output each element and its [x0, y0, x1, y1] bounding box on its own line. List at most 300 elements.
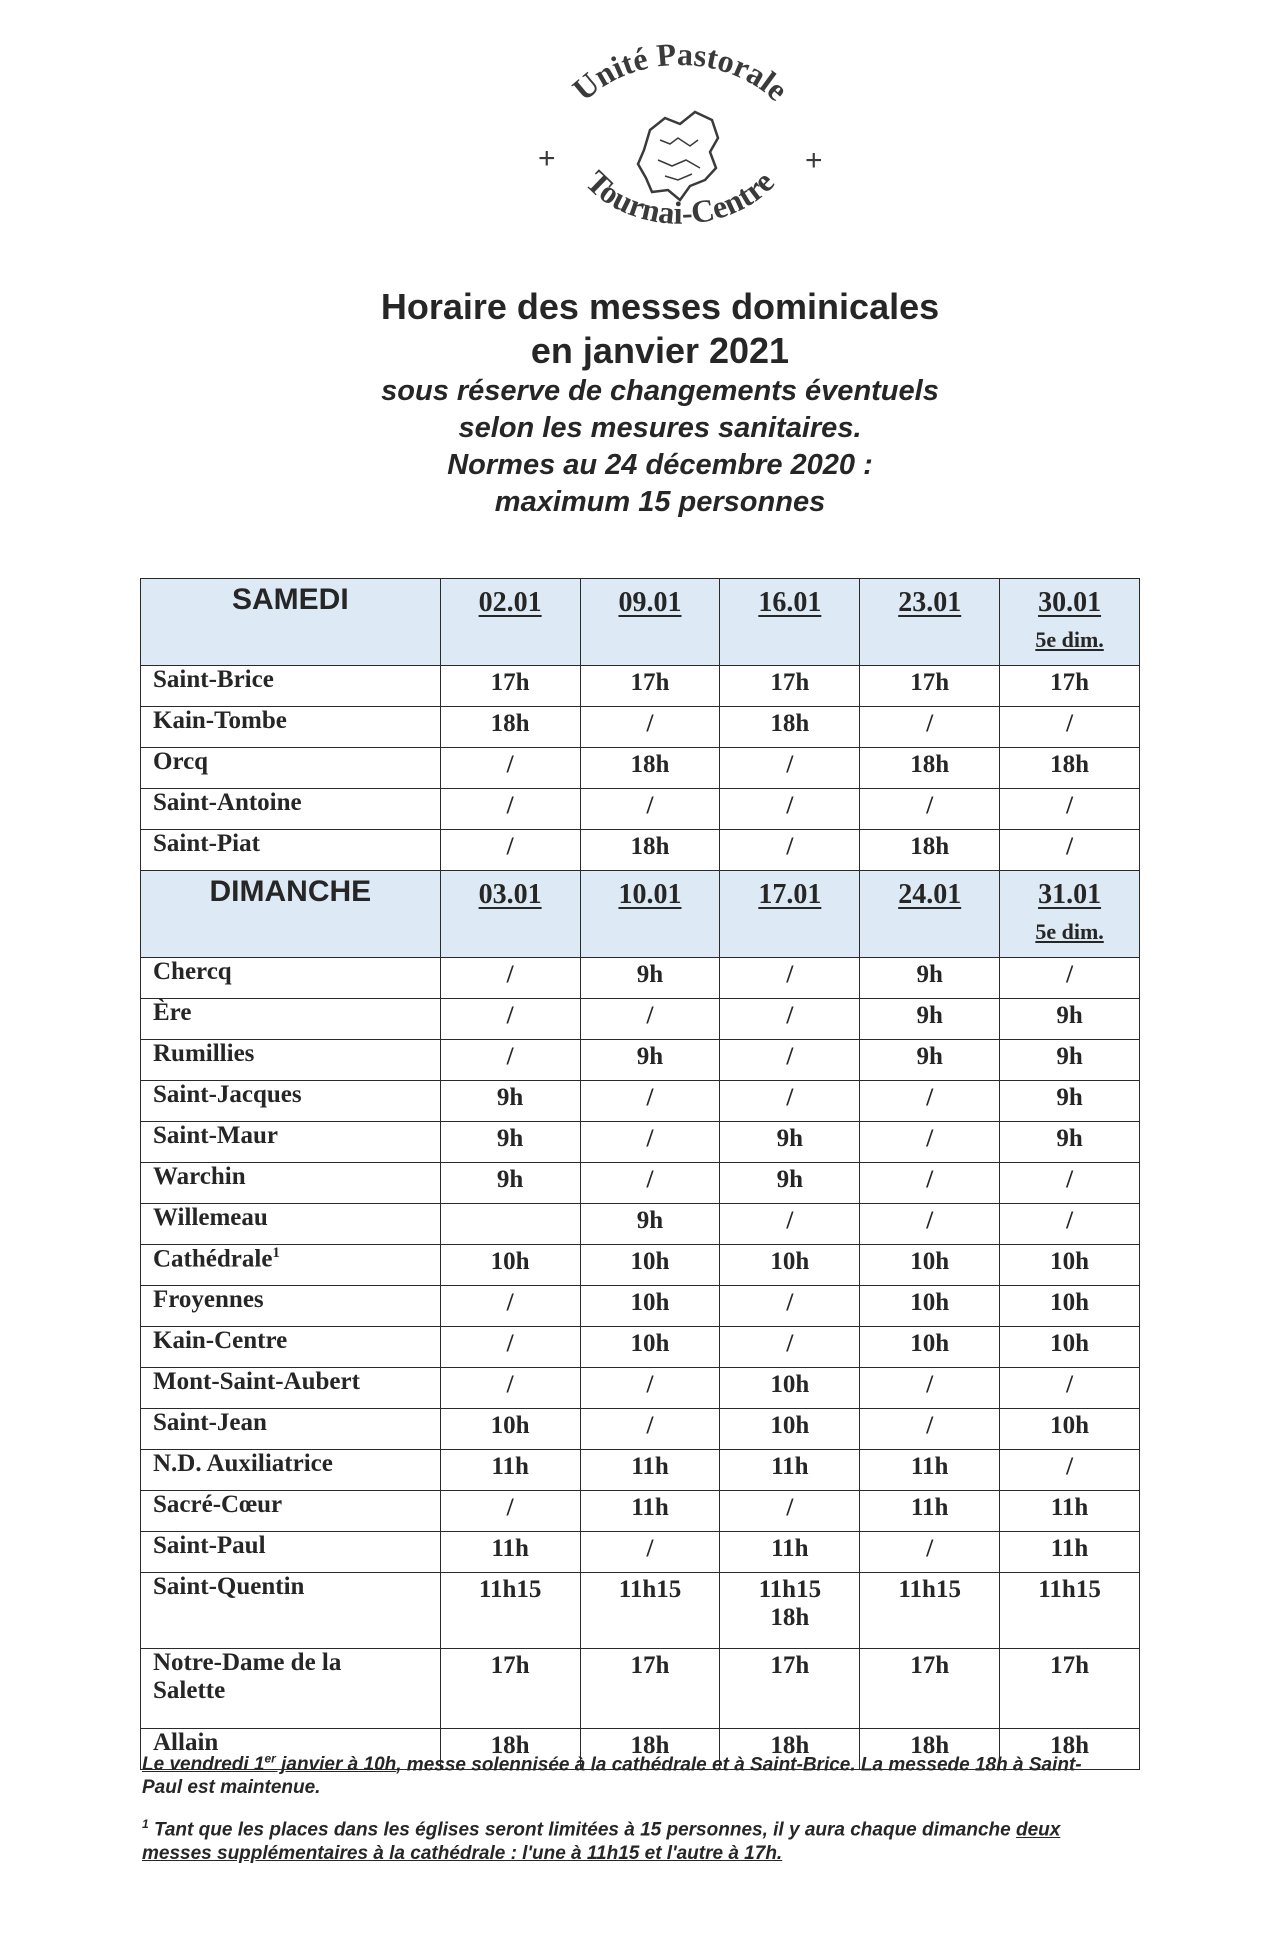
church-name-text: Saint-Jacques [153, 1081, 302, 1108]
mass-time-cell [860, 999, 1000, 1040]
table-row [141, 748, 1140, 789]
sunday-date: 17.01 [758, 879, 822, 910]
mass-time: 18h [1050, 751, 1090, 778]
mass-time: / [1066, 1207, 1074, 1234]
mass-time: 17h [1050, 669, 1090, 696]
footnote-marker: 1 [142, 1817, 149, 1832]
church-name [141, 1532, 441, 1573]
church-name [141, 999, 441, 1040]
mass-time-cell [440, 1327, 580, 1368]
mass-time: 18h [910, 833, 950, 860]
mass-time: / [646, 1166, 654, 1193]
mass-time: 11h15 [618, 1576, 682, 1603]
mass-time: 11h15 [898, 1576, 961, 1603]
mass-time-cell [1000, 1122, 1140, 1163]
mass-time-cell [580, 1122, 720, 1163]
mass-time: / [926, 1371, 934, 1398]
mass-time-cell [860, 1204, 1000, 1245]
mass-time-cell [440, 1286, 580, 1327]
mass-time-cell [860, 1040, 1000, 1081]
church-name-text: Saint-Jean [153, 1409, 267, 1436]
mass-time: 11h [491, 1535, 529, 1562]
mass-time-cell [580, 1409, 720, 1450]
mass-time-cell [860, 958, 1000, 999]
mass-time: / [786, 1084, 794, 1111]
mass-time-cell [860, 1122, 1000, 1163]
mass-time-cell [580, 707, 720, 748]
mass-time: 17h [630, 669, 670, 696]
sunday-date-cell [580, 871, 720, 958]
mass-time-cell [720, 1573, 860, 1649]
church-name [141, 1409, 441, 1450]
church-name [141, 830, 441, 871]
mass-time: 9h [776, 1166, 804, 1193]
mass-time-cell [720, 1450, 860, 1491]
table-row [141, 830, 1140, 871]
mass-time: 9h [636, 961, 664, 988]
church-name-text: Saint-Antoine [153, 789, 302, 816]
mass-time-cell [720, 830, 860, 871]
footnote-text: Tant que les places dans les églises seront limitées à 15 personnes, il y aura chaque dimanche [148, 1819, 1016, 1841]
mass-time-cell [860, 830, 1000, 871]
church-name [141, 1573, 441, 1649]
saturday-date-cell [720, 579, 860, 666]
saturday-date: 16.01 [758, 587, 822, 618]
mass-time: 11h15 [1038, 1576, 1101, 1603]
mass-time-cell [1000, 1245, 1140, 1286]
church-name-text: Willemeau [153, 1204, 268, 1231]
church-name [141, 1204, 441, 1245]
mass-time-cell [860, 1286, 1000, 1327]
mass-time: 11h15 [478, 1576, 542, 1603]
mass-time-cell [580, 1163, 720, 1204]
mass-time-cell [1000, 1573, 1140, 1649]
mass-time-cell [1000, 1450, 1140, 1491]
mass-time: / [646, 1125, 654, 1152]
church-name [141, 1163, 441, 1204]
title-line-4: selon les mesures sanitaires. [458, 412, 862, 444]
church-name-text: Orcq [153, 748, 209, 775]
sunday-date: 03.01 [478, 879, 542, 910]
mass-time-cell [720, 999, 860, 1040]
church-name [141, 1245, 441, 1286]
church-name-text: Rumillies [153, 1040, 255, 1067]
table-row [141, 1204, 1140, 1245]
mass-time-cell [1000, 707, 1140, 748]
mass-time-cell [440, 1040, 580, 1081]
table-row [141, 1409, 1140, 1450]
mass-time-cell [1000, 1327, 1140, 1368]
mass-time: / [646, 1002, 654, 1029]
mass-time: 10h [770, 1371, 810, 1398]
mass-time: / [506, 833, 514, 860]
mass-time-cell [860, 789, 1000, 830]
mass-time: / [506, 961, 514, 988]
mass-time: 9h [916, 1002, 943, 1029]
mass-time-cell [580, 1573, 720, 1649]
mass-time: 18h [630, 751, 670, 778]
mass-time: 11h [1050, 1535, 1089, 1562]
table-row [141, 1491, 1140, 1532]
note-new-year-date: Le vendredi 1er janvier à 10h [142, 1752, 397, 1776]
mass-time: 9h [496, 1125, 524, 1152]
church-name-text: Kain-Tombe [153, 707, 287, 734]
mass-time-cell [720, 1163, 860, 1204]
mass-time: / [1066, 710, 1074, 737]
mass-time: 18h [630, 1732, 670, 1759]
saturday-date-cell [440, 579, 580, 666]
mass-time: / [926, 792, 934, 819]
note-footnote-1 [142, 1813, 1102, 1864]
mass-time: 18h [490, 710, 530, 737]
table-row [141, 1163, 1140, 1204]
sunday-date: 31.01 [1038, 879, 1102, 910]
church-name-text: Ère [153, 999, 192, 1026]
mass-time: 11h [631, 1494, 669, 1521]
mass-time-cell [440, 1532, 580, 1573]
mass-time-cell [1000, 666, 1140, 707]
church-name [141, 748, 441, 789]
mass-time: 18h [910, 1732, 950, 1759]
sunday-date-cell [860, 871, 1000, 958]
mass-time-cell [580, 1450, 720, 1491]
mass-time: / [786, 961, 794, 988]
church-name-text: Froyennes [153, 1286, 264, 1313]
mass-time-cell [720, 1409, 860, 1450]
mass-time: / [786, 792, 794, 819]
mass-time-cell [860, 1450, 1000, 1491]
mass-time: / [926, 1166, 934, 1193]
church-name-text: Saint-Quentin [153, 1573, 305, 1600]
mass-time: 17h [770, 1652, 810, 1679]
saturday-day-label: SAMEDI [141, 579, 441, 666]
mass-time-cell [580, 1368, 720, 1409]
mass-time-cell [860, 1368, 1000, 1409]
mass-time: 11h [910, 1453, 949, 1480]
church-name [141, 1450, 441, 1491]
mass-time: 17h [910, 669, 950, 696]
mass-time-cell [720, 1122, 860, 1163]
notes-section [142, 1748, 1102, 1879]
mass-time-cell [720, 1081, 860, 1122]
church-name-text: Saint-Paul [153, 1532, 266, 1559]
mass-time: 18h [770, 710, 810, 737]
saturday-date: 30.01 [1038, 587, 1102, 618]
mass-time-cell [1000, 789, 1140, 830]
mass-time: 9h [636, 1043, 664, 1070]
table-row [141, 1649, 1140, 1729]
note-new-year [142, 1748, 1102, 1799]
mass-time-cell [720, 1649, 860, 1729]
unite-pastorale-logo [520, 40, 840, 270]
mass-time: / [506, 1002, 514, 1029]
mass-time: 10h [910, 1330, 950, 1357]
mass-time-cell [1000, 1163, 1140, 1204]
mass-time-cell [1000, 1532, 1140, 1573]
mass-time: / [786, 1207, 794, 1234]
mass-time-cell [440, 748, 580, 789]
logo-top-text: Unité Pastorale [565, 40, 796, 108]
mass-time: / [1066, 961, 1074, 988]
schedule-title [280, 285, 1040, 521]
mass-time: 10h [630, 1330, 670, 1357]
mass-time-cell [580, 1040, 720, 1081]
logo-cross-right: + [805, 144, 823, 177]
mass-time-cell [440, 1204, 580, 1245]
sunday-fifth-sunday-note: 5e dim. [1035, 919, 1104, 944]
mass-time-cell [580, 1532, 720, 1573]
mass-time-cell [720, 748, 860, 789]
sunday-header-row [141, 871, 1140, 958]
mass-time: 9h [496, 1084, 524, 1111]
mass-time-cell [720, 1204, 860, 1245]
mass-time: / [1066, 1371, 1074, 1398]
mass-time: 18h [630, 833, 670, 860]
mass-time-cell [1000, 1409, 1140, 1450]
table-row [141, 1327, 1140, 1368]
church-name-text: Kain-Centre [153, 1327, 288, 1354]
mass-time-cell [860, 1573, 1000, 1649]
mass-time: / [786, 1330, 794, 1357]
church-name-text-line2: Salette [153, 1677, 226, 1704]
church-name-text: Sacré-Cœur [153, 1491, 283, 1518]
church-name [141, 1122, 441, 1163]
mass-time: / [1066, 833, 1074, 860]
mass-time-cell [720, 1491, 860, 1532]
mass-time-cell [860, 707, 1000, 748]
church-name-text: Allain [153, 1729, 219, 1756]
mass-time-cell [860, 1163, 1000, 1204]
mass-time-cell [580, 958, 720, 999]
mass-time: 9h [636, 1207, 664, 1234]
mass-time-cell [720, 958, 860, 999]
table-row [141, 1573, 1140, 1649]
table-row [141, 1286, 1140, 1327]
mass-time-cell [580, 1204, 720, 1245]
mass-time: 11h [771, 1535, 809, 1562]
mass-time: 10h [910, 1289, 950, 1316]
table-row [141, 1532, 1140, 1573]
mass-time: 10h [1050, 1412, 1090, 1439]
mass-time-cell [860, 1409, 1000, 1450]
mass-time: 11h [1050, 1494, 1089, 1521]
mass-time: / [506, 792, 514, 819]
mass-time: / [926, 1535, 934, 1562]
mass-time: / [506, 1043, 514, 1070]
title-line-5: Normes au 24 décembre 2020 : [447, 449, 873, 481]
mass-time: 9h [916, 961, 943, 988]
mass-time: 17h [770, 669, 810, 696]
mass-time: / [926, 1125, 934, 1152]
mass-time-cell [440, 1245, 580, 1286]
logo-bottom-text: Tournai-Centre [579, 163, 781, 231]
mass-time: 17h [490, 669, 530, 696]
church-name-text: Mont-Saint-Aubert [153, 1368, 360, 1395]
mass-time: / [926, 1412, 934, 1439]
mass-time: / [786, 1043, 794, 1070]
table-row [141, 1245, 1140, 1286]
mass-time-cell [580, 1286, 720, 1327]
mass-time: 9h [1056, 1043, 1083, 1070]
saturday-date: 09.01 [618, 587, 682, 618]
church-name-text: Warchin [153, 1163, 246, 1190]
mass-time: / [506, 1330, 514, 1357]
mass-time-cell [720, 707, 860, 748]
mass-time: 9h [1056, 1125, 1083, 1152]
mass-time: / [1066, 792, 1074, 819]
mass-time-cell [440, 1081, 580, 1122]
table-row [141, 1122, 1140, 1163]
sunday-date-cell [1000, 871, 1140, 958]
title-line-6: maximum 15 personnes [494, 486, 826, 518]
mass-time-cell [440, 1163, 580, 1204]
mass-time-cell [860, 1245, 1000, 1286]
mass-time: / [926, 710, 934, 737]
table-row [141, 707, 1140, 748]
mass-time-cell [1000, 1649, 1140, 1729]
mass-time-cell [440, 1491, 580, 1532]
mass-time: / [506, 751, 514, 778]
mass-time-cell [440, 830, 580, 871]
note-new-year-text: , messe solennisée à la cathédrale et à Saint-Brice. La messede 18h à Saint-Paul est maintenue. [142, 1754, 1082, 1799]
mass-time-cell [580, 999, 720, 1040]
church-name [141, 1368, 441, 1409]
mass-time-cell [720, 1040, 860, 1081]
mass-time-cell [580, 1245, 720, 1286]
mass-time-cell [720, 1532, 860, 1573]
church-name-text: Saint-Brice [153, 666, 274, 693]
mass-time-cell [440, 999, 580, 1040]
mass-time-cell [580, 1081, 720, 1122]
mass-time: 10h [630, 1248, 670, 1275]
mass-time: / [506, 1494, 514, 1521]
mass-time-cell [860, 1327, 1000, 1368]
mass-time: / [506, 1371, 514, 1398]
mass-time-extra: 18h [770, 1604, 810, 1631]
church-name [141, 958, 441, 999]
church-name [141, 1649, 441, 1729]
church-name [141, 1491, 441, 1532]
table-row [141, 1450, 1140, 1491]
mass-time-cell [1000, 1040, 1140, 1081]
mass-time-cell [860, 666, 1000, 707]
mass-time: / [646, 792, 654, 819]
mass-time-cell [580, 1649, 720, 1729]
church-name [141, 789, 441, 830]
schedule-body [141, 579, 1140, 1770]
mass-time: / [926, 1084, 934, 1111]
map-outline-icon [638, 112, 718, 200]
church-name-text: Saint-Maur [153, 1122, 278, 1149]
mass-time: 10h [630, 1289, 670, 1316]
mass-time-cell [860, 1491, 1000, 1532]
mass-time: / [646, 1371, 654, 1398]
mass-time-cell [860, 748, 1000, 789]
mass-time-cell [1000, 1286, 1140, 1327]
mass-time: 11h [910, 1494, 949, 1521]
mass-time-cell [440, 1409, 580, 1450]
mass-time-cell [1000, 1081, 1140, 1122]
church-name-text: N.D. Auxiliatrice [153, 1450, 333, 1477]
mass-time: 18h [770, 1732, 810, 1759]
mass-time: 17h [630, 1652, 670, 1679]
mass-time: 9h [1056, 1002, 1083, 1029]
mass-time-cell [1000, 958, 1140, 999]
mass-time: 11h [771, 1453, 809, 1480]
mass-time-cell [860, 1649, 1000, 1729]
saturday-date-cell [1000, 579, 1140, 666]
mass-time: 11h [491, 1453, 529, 1480]
mass-time: 17h [1050, 1652, 1090, 1679]
mass-time: 10h [490, 1412, 530, 1439]
mass-time: 18h [490, 1732, 530, 1759]
mass-time-cell [440, 1368, 580, 1409]
sunday-date-cell [440, 871, 580, 958]
mass-time: / [646, 710, 654, 737]
mass-time-cell [1000, 748, 1140, 789]
mass-time-cell [440, 707, 580, 748]
church-name [141, 707, 441, 748]
table-row [141, 1040, 1140, 1081]
mass-time-cell [860, 1532, 1000, 1573]
mass-time-cell [720, 1286, 860, 1327]
mass-time-cell [1000, 1368, 1140, 1409]
mass-time-cell [1000, 1204, 1140, 1245]
church-name [141, 1040, 441, 1081]
mass-time-cell [860, 1081, 1000, 1122]
table-row [141, 666, 1140, 707]
mass-time: / [646, 1412, 654, 1439]
mass-time-cell [1000, 1491, 1140, 1532]
sunday-date: 24.01 [898, 879, 962, 910]
mass-time: 18h [910, 751, 950, 778]
table-row [141, 1368, 1140, 1409]
mass-time: / [1066, 1453, 1074, 1480]
mass-time: 10h [1050, 1248, 1090, 1275]
mass-time: 9h [496, 1166, 524, 1193]
mass-time: 9h [916, 1043, 943, 1070]
mass-time: / [786, 1289, 794, 1316]
church-name [141, 666, 441, 707]
saturday-date-cell [580, 579, 720, 666]
mass-time: 10h [910, 1248, 950, 1275]
mass-time-cell [720, 1245, 860, 1286]
sunday-date: 10.01 [618, 879, 682, 910]
title-line-2: en janvier 2021 [530, 330, 790, 371]
title-line-3: sous réserve de changements éventuels [381, 375, 939, 407]
saturday-fifth-sunday-note: 5e dim. [1035, 627, 1104, 652]
church-name [141, 1327, 441, 1368]
mass-time-cell [720, 666, 860, 707]
mass-time-cell [440, 1573, 580, 1649]
mass-time-cell [580, 748, 720, 789]
table-row [141, 1081, 1140, 1122]
church-name-text: Notre-Dame de la [153, 1649, 342, 1676]
mass-time: 10h [770, 1412, 810, 1439]
sunday-day-label: DIMANCHE [141, 871, 441, 958]
mass-time: 11h [631, 1453, 669, 1480]
mass-time: / [1066, 1166, 1074, 1193]
mass-time: / [786, 751, 794, 778]
mass-time: 18h [1050, 1732, 1090, 1759]
mass-time-cell [440, 1450, 580, 1491]
mass-time-cell [720, 1327, 860, 1368]
mass-time: 11h15 [758, 1576, 822, 1603]
table-row [141, 789, 1140, 830]
mass-time: 17h [910, 1652, 950, 1679]
mass-time: / [506, 1289, 514, 1316]
logo-cross-left: + [538, 142, 556, 175]
